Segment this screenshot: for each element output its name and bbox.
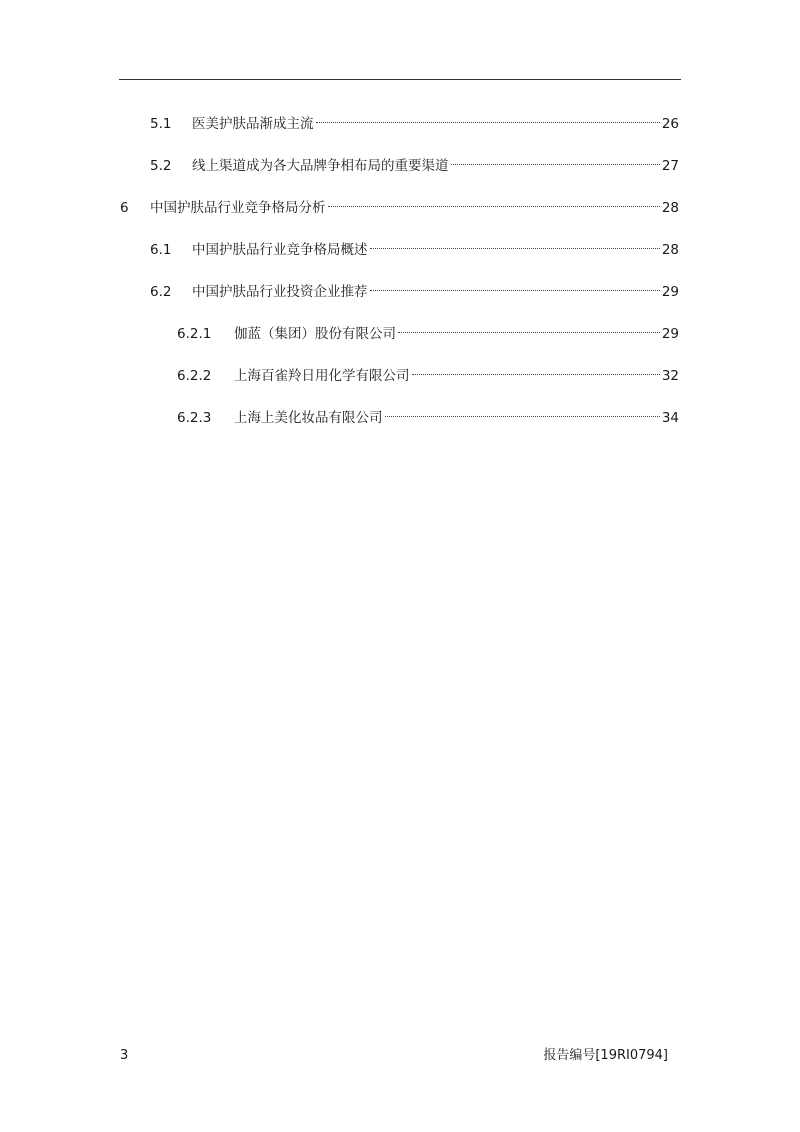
toc-entry-number: 5.2 xyxy=(150,158,172,174)
toc-entry-5-2[interactable] xyxy=(150,150,679,174)
toc-entry-title: 线上渠道成为各大品牌争相布局的重要渠道 xyxy=(192,158,449,174)
toc-entry-page: 32 xyxy=(661,368,679,384)
toc-dot-leader xyxy=(370,276,660,296)
toc-entry-title: 医美护肤品渐成主流 xyxy=(192,116,314,132)
toc-dot-leader xyxy=(398,318,660,338)
toc-entry-number: 6.1 xyxy=(150,242,172,258)
toc-entry-page: 34 xyxy=(661,410,679,426)
footer-page-number: 3 xyxy=(120,1048,129,1063)
toc-entry-title: 上海上美化妆品有限公司 xyxy=(234,410,383,426)
toc-entry-title: 伽蓝（集团）股份有限公司 xyxy=(234,326,396,342)
toc-dot-leader xyxy=(370,234,660,254)
header-rule xyxy=(119,79,681,80)
toc-entry-page: 28 xyxy=(661,242,679,258)
toc-dot-leader xyxy=(451,150,660,170)
toc-entry-number: 6.2.3 xyxy=(177,410,212,426)
toc-entry-6-1[interactable] xyxy=(150,234,679,258)
toc-entry-page: 29 xyxy=(661,284,679,300)
toc-dot-leader xyxy=(316,108,660,128)
footer-report-id: 报告编号[19RI0794] xyxy=(543,1048,668,1063)
toc-entry-title: 中国护肤品行业竞争格局概述 xyxy=(192,242,368,258)
toc-entry-page: 26 xyxy=(661,116,679,132)
toc-entry-title: 上海百雀羚日用化学有限公司 xyxy=(234,368,410,384)
toc-entry-number: 5.1 xyxy=(150,116,172,132)
toc-entry-6-2-2[interactable] xyxy=(177,360,679,384)
toc-entry-number: 6.2 xyxy=(150,284,172,300)
toc-entry-number: 6.2.1 xyxy=(177,326,212,342)
toc-entry-title: 中国护肤品行业投资企业推荐 xyxy=(192,284,368,300)
toc-entry-6[interactable] xyxy=(120,192,679,216)
toc-dot-leader xyxy=(328,192,660,212)
toc-entry-page: 28 xyxy=(661,200,679,216)
toc-dot-leader xyxy=(412,360,660,380)
toc-entry-6-2-3[interactable] xyxy=(177,402,679,426)
toc-entry-number: 6 xyxy=(120,200,129,216)
toc-entry-page: 27 xyxy=(661,158,679,174)
toc-entry-5-1[interactable] xyxy=(150,108,679,132)
toc-entry-6-2[interactable] xyxy=(150,276,679,300)
toc-entry-title: 中国护肤品行业竞争格局分析 xyxy=(150,200,326,216)
toc-entry-number: 6.2.2 xyxy=(177,368,212,384)
toc-entry-6-2-1[interactable] xyxy=(177,318,679,342)
toc-entry-page: 29 xyxy=(661,326,679,342)
toc-dot-leader xyxy=(385,402,660,422)
